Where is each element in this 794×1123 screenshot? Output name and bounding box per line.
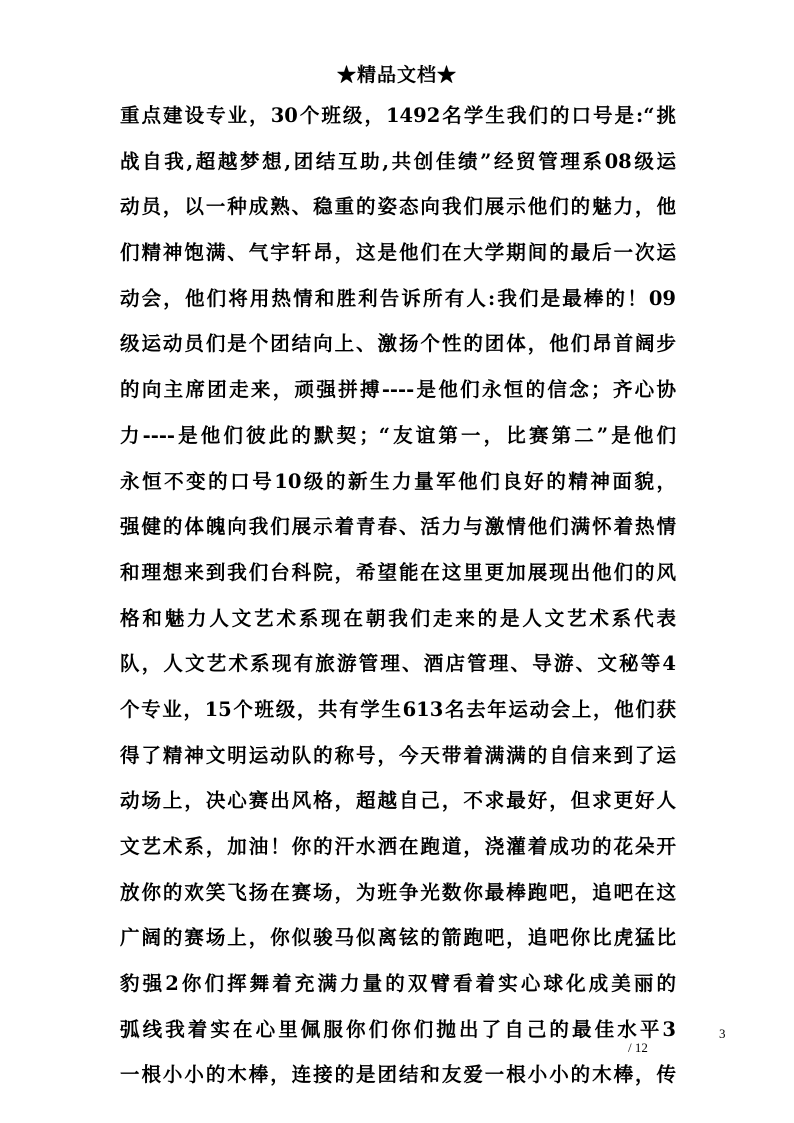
body-line-6: 级运动员们是个团结向上、激扬个性的团体，他们昂首阔步 xyxy=(120,332,676,356)
body-line-8: 力----是他们彼此的默契；“友谊第一，比赛第二”是他们 xyxy=(120,423,676,447)
body-line-5: 动会，他们将用热情和胜利告诉所有人:我们是最棒的！09 xyxy=(120,286,676,310)
body-line-15: 得了精神文明运动队的称号，今天带着满满的自信来到了运 xyxy=(120,743,676,767)
body-line-22: 一根小小的木棒，连接的是团结和友爱一根小小的木棒，传 xyxy=(120,1063,676,1087)
document-body xyxy=(120,93,676,1098)
body-line-1: 重点建设专业，30个班级，1492名学生我们的口号是:“挑 xyxy=(120,104,676,127)
body-line-16: 动场上，决心赛出风格，超越自己，不求最好，但求更好人 xyxy=(120,789,676,813)
body-line-3: 动员，以一种成熟、稳重的姿态向我们展示他们的魅力，他 xyxy=(120,195,676,219)
page-number: 3 xyxy=(719,1026,726,1041)
body-line-18: 放你的欢笑飞扬在赛场，为班争光数你最棒跑吧，追吧在这 xyxy=(120,880,676,904)
body-line-7: 的向主席团走来，顽强拼搏----是他们永恒的信念；齐心协 xyxy=(120,378,676,402)
body-line-19: 广阔的赛场上，你似骏马似离铉的箭跑吧，追吧你比虎猛比 xyxy=(120,926,676,950)
body-line-20: 豹强2你们挥舞着充满力量的双臂看着实心球化成美丽的 xyxy=(120,972,676,996)
body-line-4: 们精神饱满、气宇轩昂，这是他们在大学期间的最后一次运 xyxy=(120,241,676,265)
body-line-9: 永恒不变的口号10级的新生力量军他们良好的精神面貌， xyxy=(120,469,676,493)
body-line-12: 格和魅力人文艺术系现在朝我们走来的是人文艺术系代表 xyxy=(120,606,676,630)
page-total: / 12 xyxy=(628,1040,648,1055)
body-line-17: 文艺术系，加油！你的汗水洒在跑道，浇灌着成功的花朵开 xyxy=(120,835,676,858)
body-line-13: 队，人文艺术系现有旅游管理、酒店管理、导游、文秘等4 xyxy=(120,652,676,676)
document-header-title: ★精品文档★ xyxy=(336,64,457,86)
body-line-10: 强健的体魄向我们展示着青春、活力与激情他们满怀着热情 xyxy=(120,515,676,539)
body-line-2: 战自我,超越梦想,团结互助,共创佳绩”经贸管理系08级运 xyxy=(120,149,676,173)
body-line-11: 和理想来到我们台科院，希望能在这里更加展现出他们的风 xyxy=(120,560,676,584)
body-line-14: 个专业，15个班级，共有学生613名去年运动会上，他们获 xyxy=(120,697,676,721)
body-line-21: 弧线我着实在心里佩服你们你们抛出了自己的最佳水平3 xyxy=(120,1017,676,1041)
